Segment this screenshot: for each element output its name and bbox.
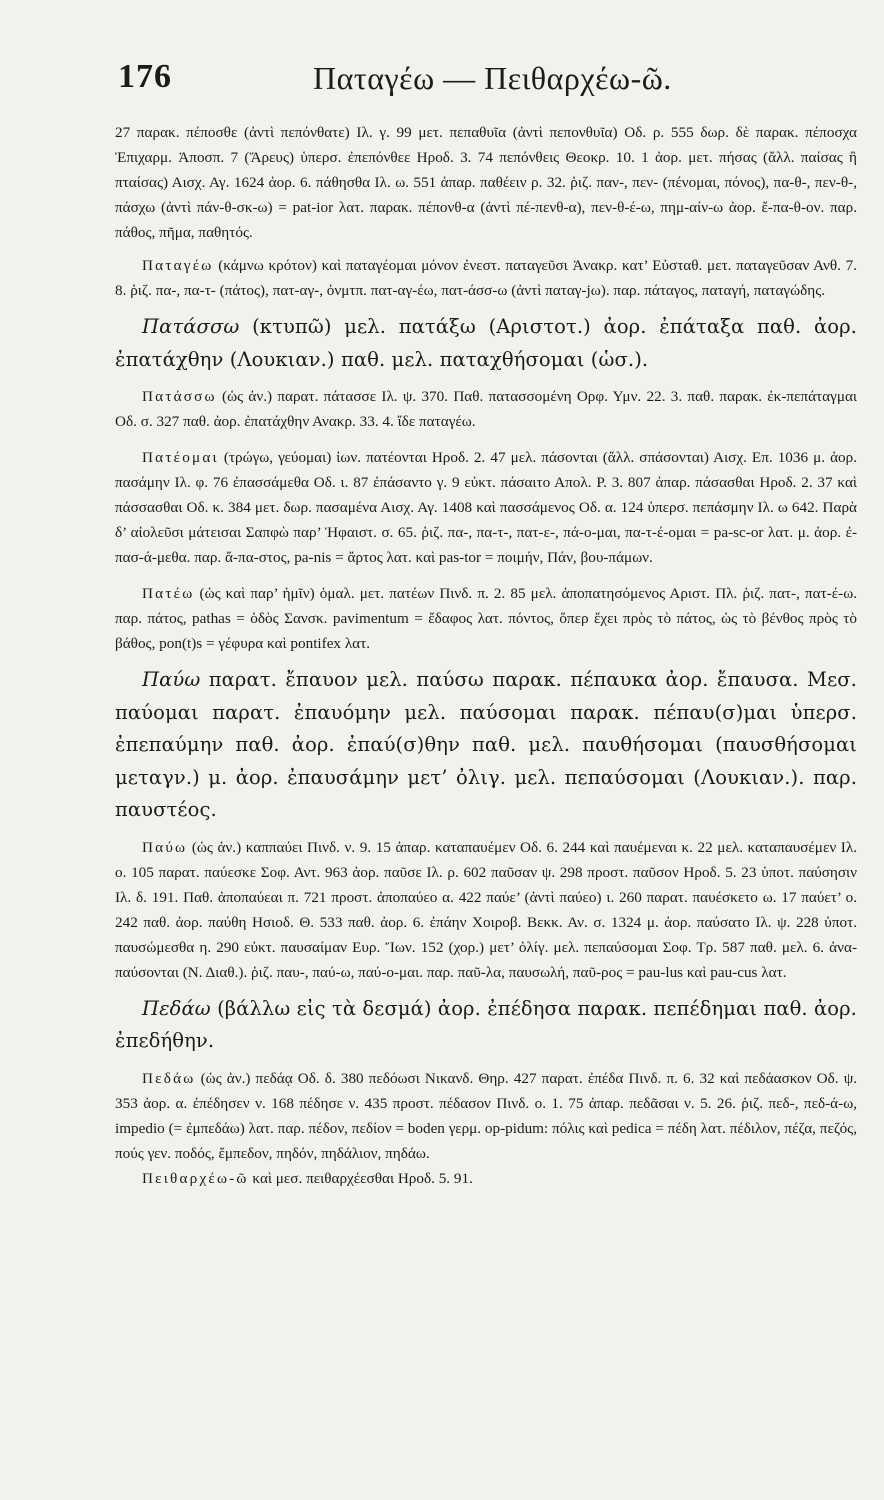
entry-text: (ὡς ἀν.) παρατ. πάτασσε Ιλ. ψ. 370. Παθ. πατασσομένη Ορφ. Υμν. 22. 3. παθ. παρακ. ἐκ-πεπάταγμαι Οδ. σ. 327 παθ. ἀορ. ἐπατάχθην Ανακρ. 33. 4. ἴδε παταγέω. [115, 388, 858, 430]
headword-pauo [115, 664, 857, 827]
headword-text: (κτυπῶ) μελ. πατάξω (Αριστοτ.) ἀορ. ἐπάταξα παθ. ἀορ. ἐπατάχθην (Λουκιαν.) παθ. μελ. παταχθήσομαι (ὡσ.). [115, 315, 857, 371]
entry-lemma: Πεδάω [142, 1069, 196, 1087]
entry-text: (ὡς ἀν.) καππαύει Πινδ. ν. 9. 15 ἀπαρ. καταπαυέμεν Οδ. 6. 244 καὶ παυέμεναι κ. 22 μελ. καταπαυσέμεν Ιλ. ο. 105 παρατ. παύεσκε Σοφ. Αντ. 963 ἀορ. παῦσε Ιλ. ρ. 602 παῦσαν ψ. 298 προστ. παῦσον Ηροδ. 5. 23 ὑποτ. παύσησιν Ιλ. δ. 191. Παθ. ἀποπαύεαι π. 721 προστ. ἀποπαύεο α. 422 παύε’ (ἀντὶ παύεο) ι. 260 παρατ. παυέσκετο ω. 17 παύετ’ ο. 242 παθ. ἀορ. παύθη Ησιοδ. Θ. 533 παθ. ἀορ. 6. ἐπάην Χοιροβ. Βεκκ. Αν. σ. 1324 μ. ἀορ. παύσατο Ιλ. ψ. 228 ὑποτ. παυσώμεσθα η. 290 εὐκτ. παυσαίμαν Ευρ. Ἴων. 152 (χορ.) μετ’ ὀλίγ. μελ. πεπαύσομαι Σοφ. Τρ. 587 παθ. μελ. 6. ἀνα-παύσονται (Ν. Διαθ.). ῥιζ. παυ-, παύ-ω, παύ-ο-μαι. παρ. παῦ-λα, παυσωλή, παῦ-ρος = pau-lus καὶ pau-cus λατ. [115, 838, 857, 981]
entry-peitharcheo [115, 1166, 857, 1191]
entry-lemma: Πειθαρχέω-ῶ [142, 1169, 249, 1187]
headword-text: παρατ. ἔπαυον μελ. παύσω παρακ. πέπαυκα ἀορ. ἔπαυσα. Μεσ. παύομαι παρατ. ἐπαυόμην μελ. παύσομαι παρακ. πέπαυ(σ)μαι ὑπερσ. ἐπεπαύμην παθ. ἀορ. ἐπαύ(σ)θην παθ. μελ. παυθήσομαι (παυσθήσομαι μεταγν.) μ. ἀορ. ἐπαυσάμην μετ’ ὀλιγ. μελ. πεπαύσομαι (Λουκιαν.). παρ. παυστέος. [115, 668, 857, 821]
entry-lemma: Πατέομαι [142, 449, 219, 466]
entry-text: 27 παρακ. πέποσθε (ἀντὶ πεπόνθατε) Ιλ. γ. 99 μετ. πεπαθυῖα (ἀντὶ πεπονθυῖα) Οδ. ρ. 555 δωρ. δὲ παρακ. πέποσχα Ἐπιχαρμ. Ἀποσπ. 7 (Ἄρευς) ὑπερσ. ἐπεπόνθεε Ηροδ. 3. 74 πεπόνθεις Θεοκρ. 10. 1 ἀορ. μετ. πήσας (ἄλλ. παίσας ἢ πταίσας) Αισχ. Αγ. 1624 ἀορ. 6. πάθησθα Ιλ. ω. 551 ἀπαρ. παθέειν ρ. 32. ῥιζ. παν-, πεν- (πένομαι, πόνος), πα-θ-, πεν-θ-, πάσχω (ἀντὶ πάν-θ-σκ-ω) = pat-ior λατ. παρακ. πέπονθ-α (ἀντὶ πέ-πενθ-α), πεν-θ-έ-ω, πημ-αίν-ω ἀορ. ἔ-πα-θ-ον. παρ. πάθος, πῆμα, παθητός. [115, 124, 857, 241]
entry-patageo [115, 253, 857, 303]
entry-text: (ὡς ἀν.) πεδάᾳ Οδ. δ. 380 πεδόωσι Νικανδ. Θηρ. 427 παρατ. ἐπέδα Πινδ. π. 6. 32 καὶ πεδάασκον Οδ. ψ. 353 ἀορ. α. ἐπέδησεν ν. 168 πέδησε ν. 435 προστ. πέδασον Πινδ. ο. 1. 75 ἀπαρ. πεδᾶσαι ν. 5. 26. ῥιζ. πεδ-, πεδ-ά-ω, impedio (= ἐμπεδάω) λατ. παρ. πέδον, πεδίον = boden γερμ. op-pidum: πόλις καὶ pedica = πέδη λατ. πέδιλον, πέζα, πεζός, πούς γεν. ποδός, ἔμπεδον, πηδόν, πηδάλιον, πηδάω. [115, 1069, 857, 1162]
entry-patasso [115, 384, 857, 434]
entry-lemma: Παύω [142, 838, 188, 856]
entry-pateomai [115, 445, 857, 570]
headword-lemma: Πατάσσω [142, 315, 240, 338]
headword-patasso [115, 311, 857, 376]
headword-text: (βάλλω εἰς τὰ δεσμά) ἀορ. ἐπέδησα παρακ. πεπέδημαι παθ. ἀορ. ἐπεδήθην. [115, 996, 857, 1052]
page-number: 176 [118, 58, 172, 95]
entry-text: (κάμνω κρότον) καὶ παταγέομαι μόνον ἐνεστ. παταγεῦσι Ἀνακρ. κατ’ Εὐσταθ. μετ. παταγεῦσαν Ανθ. 7. 8. ῥιζ. πα-, πα-τ- (πάτος), πατ-αγ-, ὀνμτπ. πατ-αγ-έω, πατ-άσσ-ω (ἀντὶ παταγ-jω). παρ. πάταγος, παταγή, παταγώδης. [115, 257, 858, 299]
entry-continuation [115, 120, 857, 245]
headword-lemma: Παύω [142, 668, 201, 691]
headword-lemma: Πεδάω [142, 996, 211, 1020]
entry-lemma: Παταγέω [142, 257, 214, 274]
entry-lemma: Πατέω [142, 585, 195, 602]
running-title: Παταγέω — Πειθαρχέω-ῶ. [313, 60, 672, 96]
entry-pauo [115, 835, 857, 985]
entries [115, 120, 857, 1191]
entry-text: (τρώγω, γεύομαι) ἰων. πατέονται Ηροδ. 2. 47 μελ. πάσονται (ἄλλ. σπάσονται) Αισχ. Επ. 1036 μ. ἀορ. πασάμην Ιλ. φ. 76 ἐπασσάμεθα Οδ. ι. 87 ἐπάσαντο γ. 9 εὐκτ. πάσαιτο Απολ. Ρ. 3. 807 ἀπαρ. πάσασθαι Ηροδ. 2. 37 καὶ πάσσασθαι Οδ. κ. 384 μετ. δωρ. πασαμένα Αισχ. Αγ. 1408 καὶ πασσάμενος Οδ. α. 124 ὑπερσ. πεπάσμην Ιλ. ω 642. Παρὰ δ’ αἰολεῦσι μάτεισαι Σαπφὼ παρ’ Ἡφαιστ. σ. 65. ῥιζ. πα-, πα-τ-, πατ-ε-, πά-ο-μαι, πα-τ-έ-ομαι = pa-sc-or λατ. μ. ἀορ. ἐ-πασ-ά-μεθα. παρ. ἄ-πα-στος, pa-nis = ἄρτος λατ. καὶ pas-tor = ποιμήν, Πάν, βου-πάμων. [115, 449, 857, 566]
entry-pateo [115, 581, 857, 656]
entry-text: καὶ μεσ. πειθαρχέεσθαι Ηροδ. 5. 91. [252, 1169, 473, 1187]
headword-pedao [115, 993, 857, 1058]
entry-lemma: Πατάσσω [142, 388, 217, 405]
entry-text: (ὡς καὶ παρ’ ἡμῖν) ὁμαλ. μετ. πατέων Πινδ. π. 2. 85 μελ. ἀποπατησόμενος Αριστ. Πλ. ῥιζ. πατ-, πατ-έ-ω. παρ. πάτος, pathas = ὁδὸς Σανσκ. pavimentum = ἔδαφος λατ. πόντος, ὅπερ ἔχει πρὸς τὸ πάτος, ὡς τὸ βένθος πρὸς τὸ βάθος, pon(t)s = γέφυρα καὶ pontifex λατ. [115, 585, 857, 652]
entry-pedao [115, 1066, 857, 1166]
page-header [118, 58, 854, 108]
